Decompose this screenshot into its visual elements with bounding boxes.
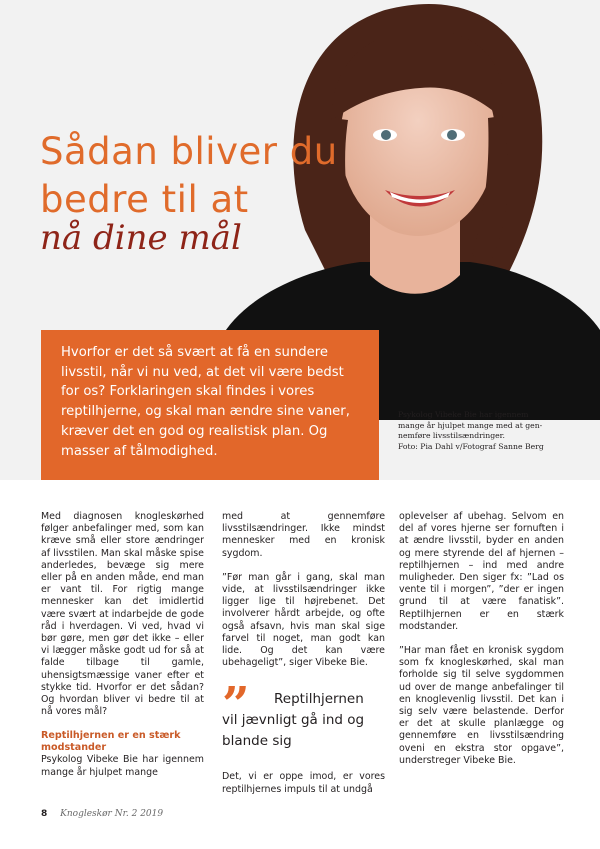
quote-line-2: vil jævnligt gå ind og (222, 712, 365, 729)
intro-box: Hvorfor er det så svært at få en sundere livsstil, når vi nu ved, at det vil være bedst for os? Forklaringen skal findes i vores reptilhjerne, og skal man ændre sine vaner, kræver det en god og realistisk plan. Og masser af tålmodighed. (41, 330, 379, 480)
body-paragraph: Psykolog Vibeke Bie har igennem mange år hjulpet mange (41, 754, 204, 778)
pull-quote-text (222, 689, 364, 752)
quote-line-1: Reptilhjernen (274, 691, 364, 708)
body-paragraph: Med diagnosen knogleskørhed følger anbefalinger med, som kan kræve små eller store ændringer af livsstilen. Man skal måske spise anderledes, bevæge sig mere eller på en anden måde, end man er vant til. For rigtig mange mennesker kan det imidlertid være svært at indarbejde de gode råd i hverdagen. Vi ved, hvad vi bør gøre, men gør det ikke – eller vi lægger måske godt ud for så at falde tilbage til gamle, uhensigtsmæssige vaner efter et stykke tid. Hvorfor er det sådan? Og hvordan bliver vi bedre til at nå vores mål? (41, 511, 204, 718)
column-3 (399, 511, 564, 779)
body-paragraph: med at gennemføre livsstilsændringer. Ikke mindst mennesker med en kronisk sygdom. (222, 511, 385, 559)
column-1 (41, 511, 204, 791)
body-paragraph: ”Før man går i gang, skal man vide, at livsstilsændringer ikke ligger lige til højrebenet. Det involverer hårdt arbejde, og ofte også afsavn, hvis man skal sige farvel til noget, man godt kan lide. Og det kan være ubehageligt”, siger Vibeke Bie. (222, 571, 385, 669)
pull-quote (222, 677, 385, 755)
caption-line-3: nemføre livsstilsændringer. (398, 431, 505, 441)
caption-line-1: Psykolog Vibeke Bie har igennem (398, 410, 529, 419)
body-paragraph: oplevelser af ubehag. Selvom en del af vores hjerne ser fornuften i at ændre livsstil, byder en anden og mere styrende del af hjernen – reptilhjernen – ind med andre muligheder. Den siger fx: ”Lad os vente til i morgen”, ”der er ingen grund til at være fanatisk”. Reptilhjernen er en stærk modstander. (399, 511, 564, 632)
title-line-3: nå dine mål (40, 218, 242, 258)
column-2 (222, 511, 385, 808)
caption-credit: Foto: Pia Dahl v/Fotograf Sanne Berg (398, 441, 544, 451)
photo-caption (398, 410, 578, 452)
title-line-2: bedre til at (40, 178, 249, 221)
subhead-line-2: modstander (41, 742, 107, 754)
subhead-line-1: Reptilhjernen er en stærk (41, 730, 181, 742)
title-line-1: Sådan bliver du (40, 130, 338, 173)
article-title (40, 128, 338, 224)
quote-mark-icon: ” (222, 677, 250, 734)
page-footer (41, 809, 163, 819)
page-number: 8 (41, 809, 48, 819)
quote-line-3: blande sig (222, 733, 292, 750)
caption-line-2: mange år hjulpet mange med at gen- (398, 420, 543, 430)
subheading (41, 730, 204, 754)
body-paragraph: Det, vi er oppe imod, er vores reptilhjernes impuls til at undgå (222, 771, 385, 795)
magazine-issue: Knogleskør Nr. 2 2019 (60, 809, 164, 819)
body-paragraph: ”Har man fået en kronisk sygdom som fx knogleskørhed, skal man forholde sig til selve sygdommen ud over de mange anbefalinger til en knoglevenlig livsstil. Det kan i sig selv være belastende. Derfor er det at skulle planlægge og gennemføre en livsstilsændring oveni en ekstra stor opgave”, understreger Vibeke Bie. (399, 645, 564, 766)
